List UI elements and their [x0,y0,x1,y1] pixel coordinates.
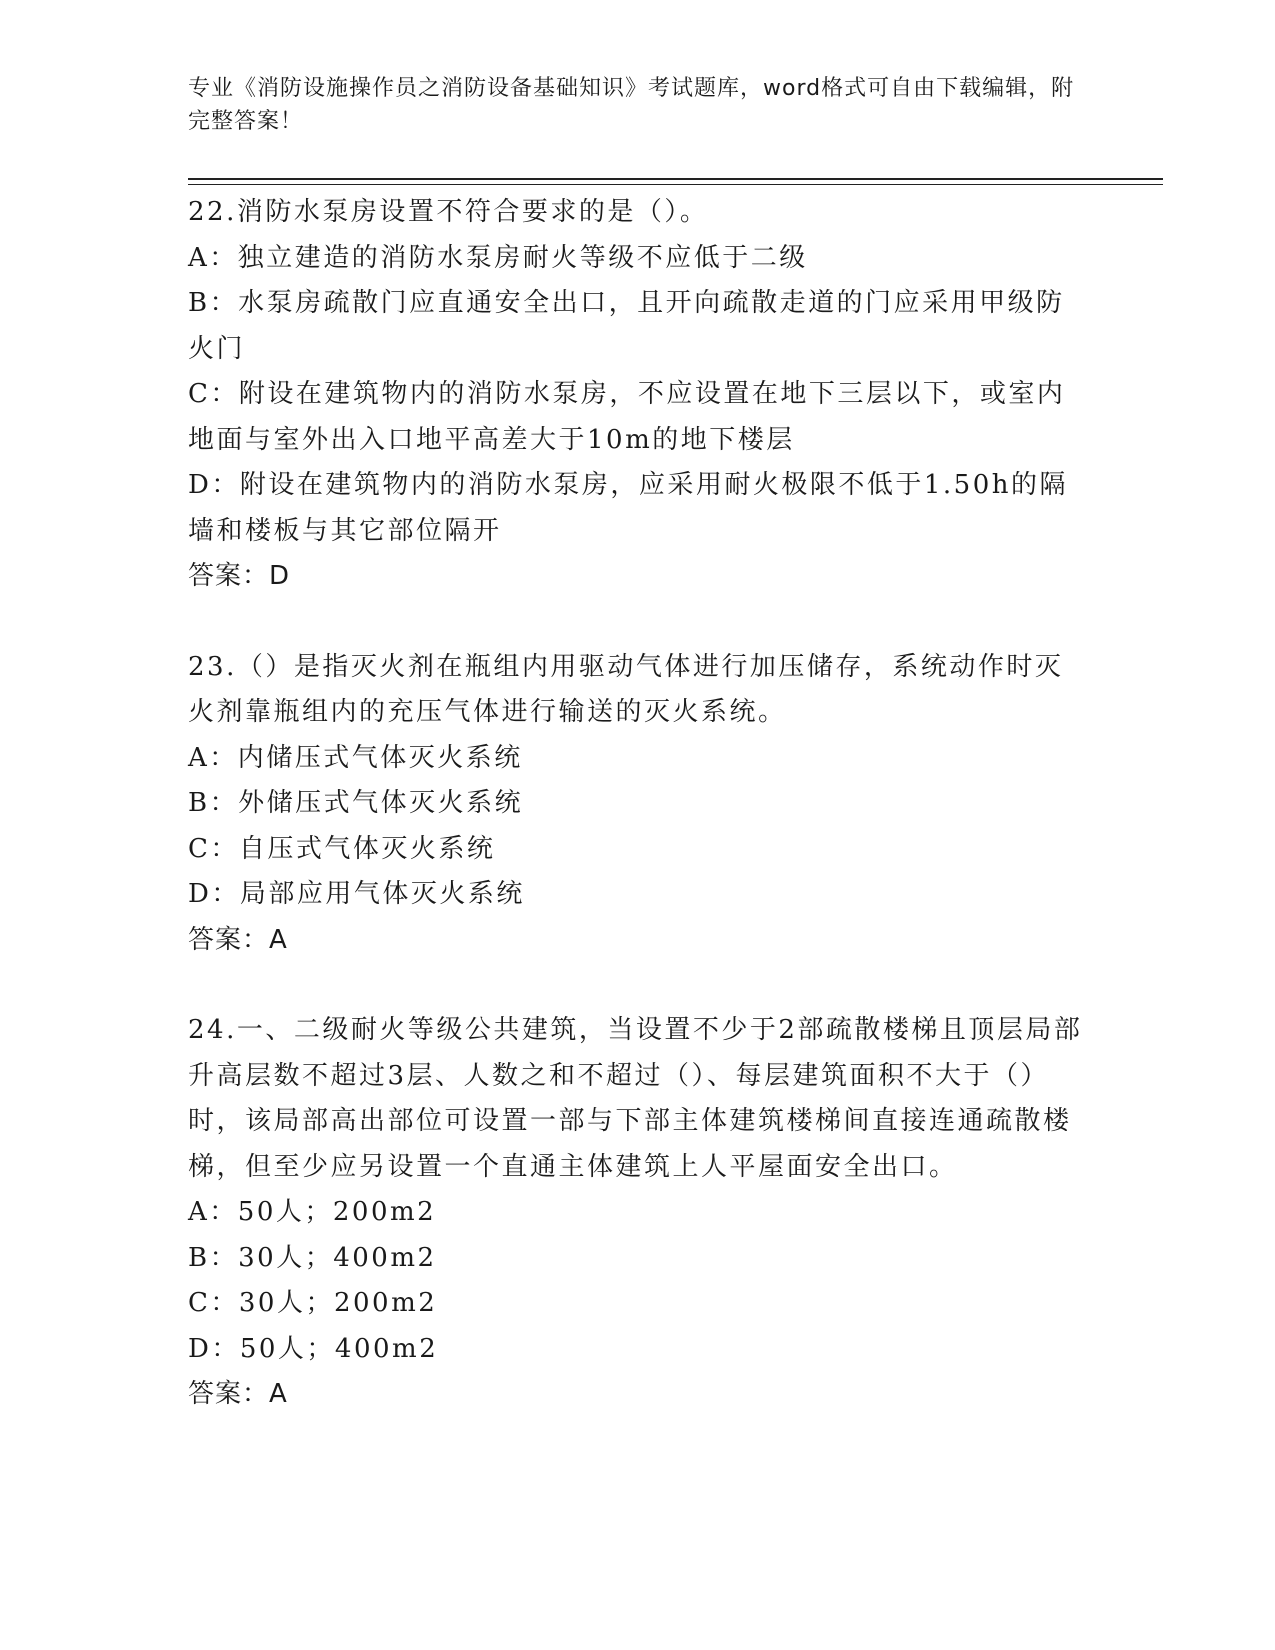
option-d: D：附设在建筑物内的消防水泵房，应采用耐火极限不低于1.50h的隔墙和楼板与其它部位隔开 [188,470,1068,546]
option-d: D：局部应用气体灭火系统 [188,879,525,909]
option-a: A：50人；200m2 [188,1197,437,1227]
option-c: C：附设在建筑物内的消防水泵房，不应设置在地下三层以下，或室内地面与室外出入口地平高差大于10m的地下楼层 [188,379,1066,455]
question-24 [188,1008,1088,1418]
question-list [188,190,1088,1418]
option-a: A：内储压式气体灭火系统 [188,742,523,773]
answer: 答案：A [188,924,288,955]
answer: 答案：A [188,1379,288,1409]
option-d: D：50人；400m2 [188,1333,439,1364]
option-c: C：30人；200m2 [188,1288,438,1318]
option-b: B：水泵房疏散门应直通安全出口，且开向疏散走道的门应采用甲级防火门 [188,288,1065,364]
option-b: B：外储压式气体灭火系统 [188,788,524,818]
question-stem: 22.消防水泵房设置不符合要求的是（）。 [188,197,709,227]
header-divider-thick [188,178,1163,180]
question-stem: 23.（）是指灭火剂在瓶组内用驱动气体进行加压储存，系统动作时灭火剂靠瓶组内的充压气体进行输送的灭火系统。 [188,651,1064,727]
document-header: 专业《消防设施操作员之消防设备基础知识》考试题库，word格式可自由下载编辑，附完整答案！ [188,76,1075,134]
question-stem: 24.一、二级耐火等级公共建筑，当设置不少于2部疏散楼梯且顶层局部升高层数不超过3层、人数之和不超过（）、每层建筑面积不大于（）时，该局部高出部位可设置一部与下部主体建筑楼梯间直接连通疏散楼梯，但至少应另设置一个直通主体建筑上人平屋面安全出口。 [188,1015,1083,1182]
answer: 答案：D [188,561,291,591]
question-23 [188,645,1088,964]
option-b: B：30人；400m2 [188,1242,437,1273]
header-divider-thin [188,184,1163,185]
option-a: A：独立建造的消防水泵房耐火等级不应低于二级 [188,242,808,273]
question-22 [188,190,1088,600]
option-c: C：自压式气体灭火系统 [188,833,496,864]
